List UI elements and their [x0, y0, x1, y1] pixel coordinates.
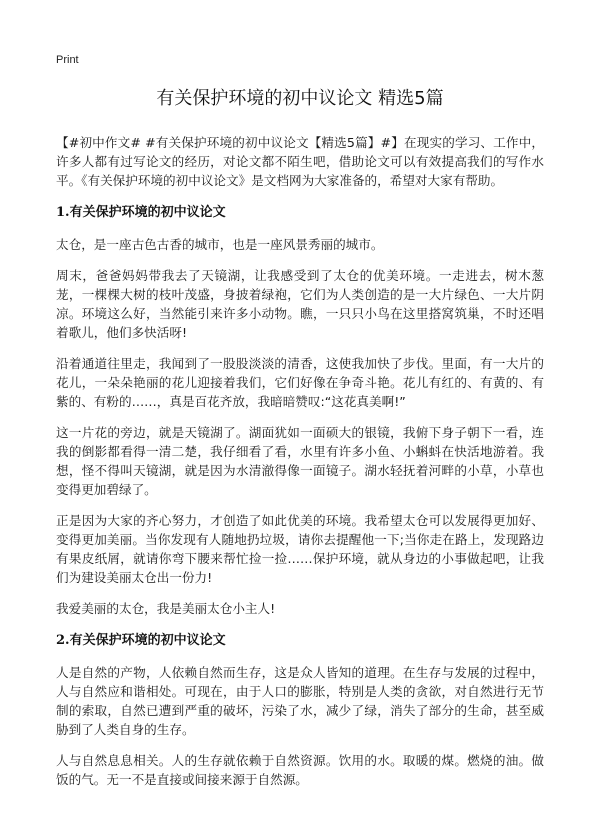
paragraph: 周末，爸爸妈妈带我去了天镜湖，让我感受到了太仓的优美环境。一走进去，树木葱茏，一棵棵大树的枝叶茂盛，身披着绿袍，它们为人类创造的是一大片绿色、一大片阴凉。环境这么好，当然能引来许多小动物。瞧，一只只小鸟在这里搭窝筑巢，不时还唱着歌儿，他们多快活呀! [56, 268, 544, 340]
print-link[interactable]: Print [56, 54, 79, 66]
paragraph: 沿着通道往里走，我闻到了一股股淡淡的清香，这使我加快了步伐。里面，有一大片的花儿，一朵朵艳丽的花儿迎接着我们，它们好像在争奇斗艳。花儿有红的、有黄的、有紫的、有粉的……，真是百花齐放，我暗暗赞叹:“这花真美啊!” [56, 356, 544, 409]
paragraph: 人是自然的产物，人依赖自然而生存，这是众人皆知的道理。在生存与发展的过程中，人与自然应和谐相处。可现在，由于人口的膨胀，特别是人类的贪欲，对自然进行无节制的索取，自然已遭到严重的破坏，污染了水，减少了绿，消失了部分的生命，甚至威胁到了人类自身的生存。 [56, 665, 544, 737]
essay-section-2 [56, 632, 544, 789]
document-title: 有关保护环境的初中议论文 精选5篇 [156, 88, 444, 109]
paragraph: 这一片花的旁边，就是天镜湖了。湖面犹如一面硕大的银镜，我俯下身子朝下一看，连我的倒影都看得一清二楚，我仔细看了看，水里有许多小鱼、小蝌蚪在快活地游着。我想，怪不得叫天镜湖，就是因为水清澈得像一面镜子。湖水轻抚着河畔的小草，小草也变得更加碧绿了。 [56, 425, 544, 497]
intro-paragraph: 【#初中作文# #有关保护环境的初中议论文【精选5篇】#】在现实的学习、工作中，许多人都有过写论文的经历，对论文都不陌生吧，借助论文可以有效提高我们的写作水平。《有关保护环境的初中议论文》是文档网为大家准备的，希望对大家有帮助。 [56, 135, 544, 188]
paragraph: 我爱美丽的太仓，我是美丽太仓小主人! [56, 601, 276, 616]
section-heading: 1.有关保护环境的初中议论文 [56, 205, 226, 220]
paragraph: 太仓，是一座古色古香的城市，也是一座风景秀丽的城市。 [56, 237, 384, 252]
paragraph: 正是因为大家的齐心努力，才创造了如此优美的环境。我希望太仓可以发展得更加好、变得更加美丽。当你发现有人随地扔垃圾，请你去提醒他一下;当你走在路上，发现路边有果皮纸屑，就请你弯下腰来帮忙捡一捡……保护环境，就从身边的小事做起吧，让我们为建设美丽太仓出一份力! [56, 513, 544, 585]
section-heading: 2.有关保护环境的初中议论文 [56, 633, 226, 648]
essay-section-1 [56, 204, 544, 618]
paragraph: 人与自然息息相关。人的生存就依赖于自然资源。饮用的水。取暖的煤。燃烧的油。做饭的气。无一不是直接或间接来源于自然源。 [56, 753, 544, 787]
